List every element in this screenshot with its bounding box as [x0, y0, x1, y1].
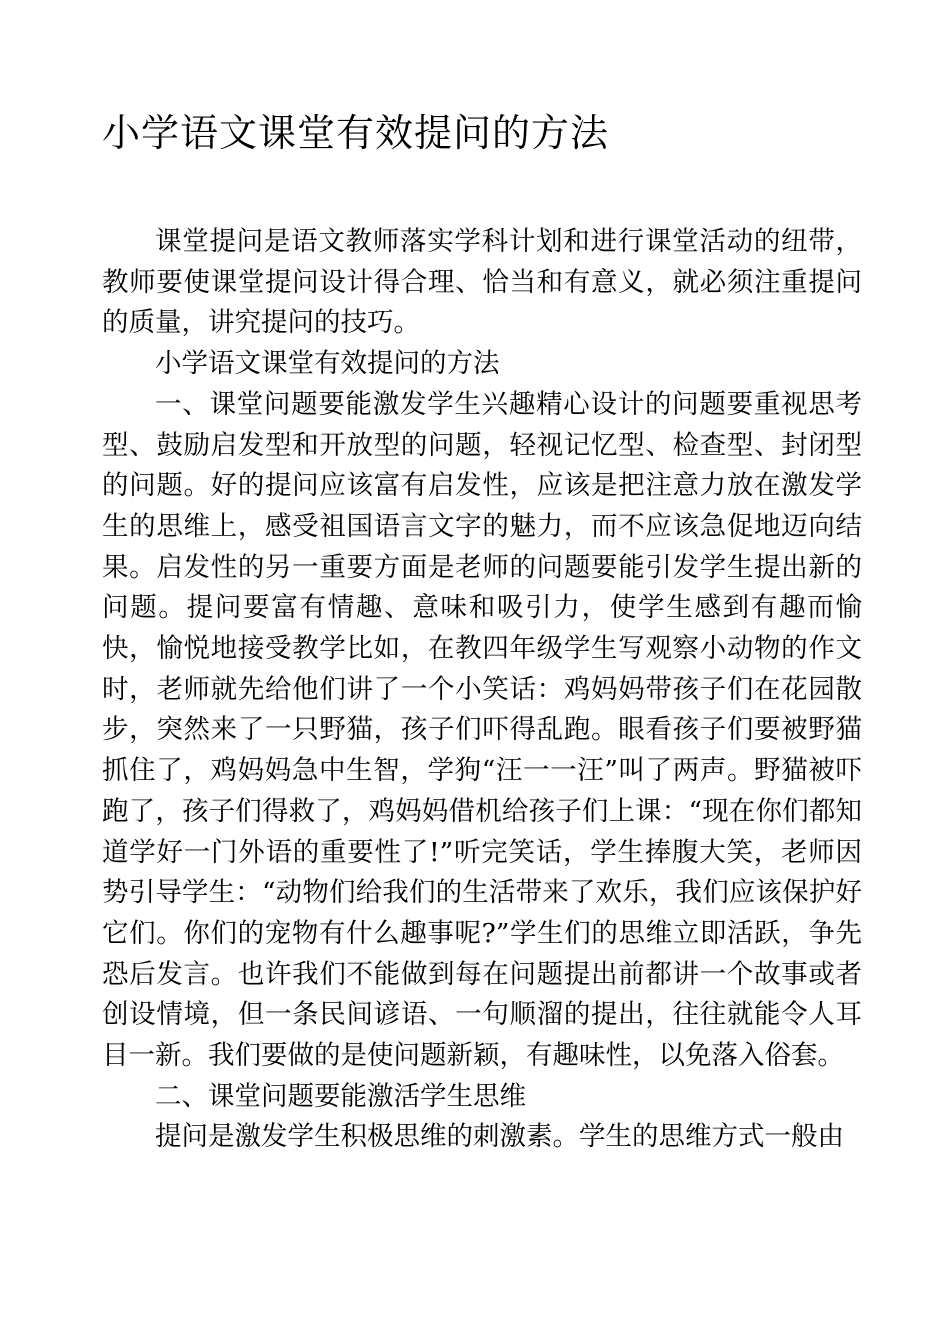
heading-section-2: 二、课堂问题要能激活学生思维	[155, 1080, 526, 1112]
paragraph-section-1: 一、课堂问题要能激发学生兴趣精心设计的问题要重视思考型、鼓励启发型和开放型的问题，轻视记忆型、检查型、封闭型的问题。好的提问应该富有启发性，应该是把注意力放在激发学生的思维上，感受祖国语言文字的魅力，而不应该急促地迈向结果。启发性的另一重要方面是老师的问题要能引发学生提出新的问题。提问要富有情趣、意味和吸引力，使学生感到有趣而愉快，愉悦地接受教学比如，在教四年级学生写观察小动物的作文时，老师就先给他们讲了一个小笑话：鸡妈妈带孩子们在花园散步，突然来了一只野猫，孩子们吓得乱跑。眼看孩子们要被野猫抓住了，鸡妈妈急中生智，学狗“汪一一汪”叫了两声。野猫被吓跑了，孩子们得救了，鸡妈妈借机给孩子们上课：“现在你们都知道学好一门外语的重要性了!”听完笑话，学生捧腹大笑，老师因势引导学生：“动物们给我们的生活带来了欢乐，我们应该保护好它们。你们的宠物有什么趣事呢?”学生们的思维立即活跃，争先恐后发言。也许我们不能做到每在问题提出前都讲一个故事或者创设情境，但一条民间谚语、一句顺溜的提出，往往就能令人耳目一新。我们要做的是使问题新颖，有趣味性，以免落入俗套。	[102, 388, 862, 1072]
paragraph-subtitle: 小学语文课堂有效提问的方法	[155, 348, 500, 380]
document-title: 小学语文课堂有效提问的方法	[102, 111, 610, 155]
document-body	[102, 222, 862, 1158]
paragraph-intro: 课堂提问是语文教师落实学科计划和进行课堂活动的纽带，教师要使课堂提问设计得合理、恰当和有意义，就必须注重提问的质量，讲究提问的技巧。	[102, 226, 862, 339]
paragraph-section-2: 提问是激发学生积极思维的刺激素。学生的思维方式一般由	[155, 1121, 844, 1153]
